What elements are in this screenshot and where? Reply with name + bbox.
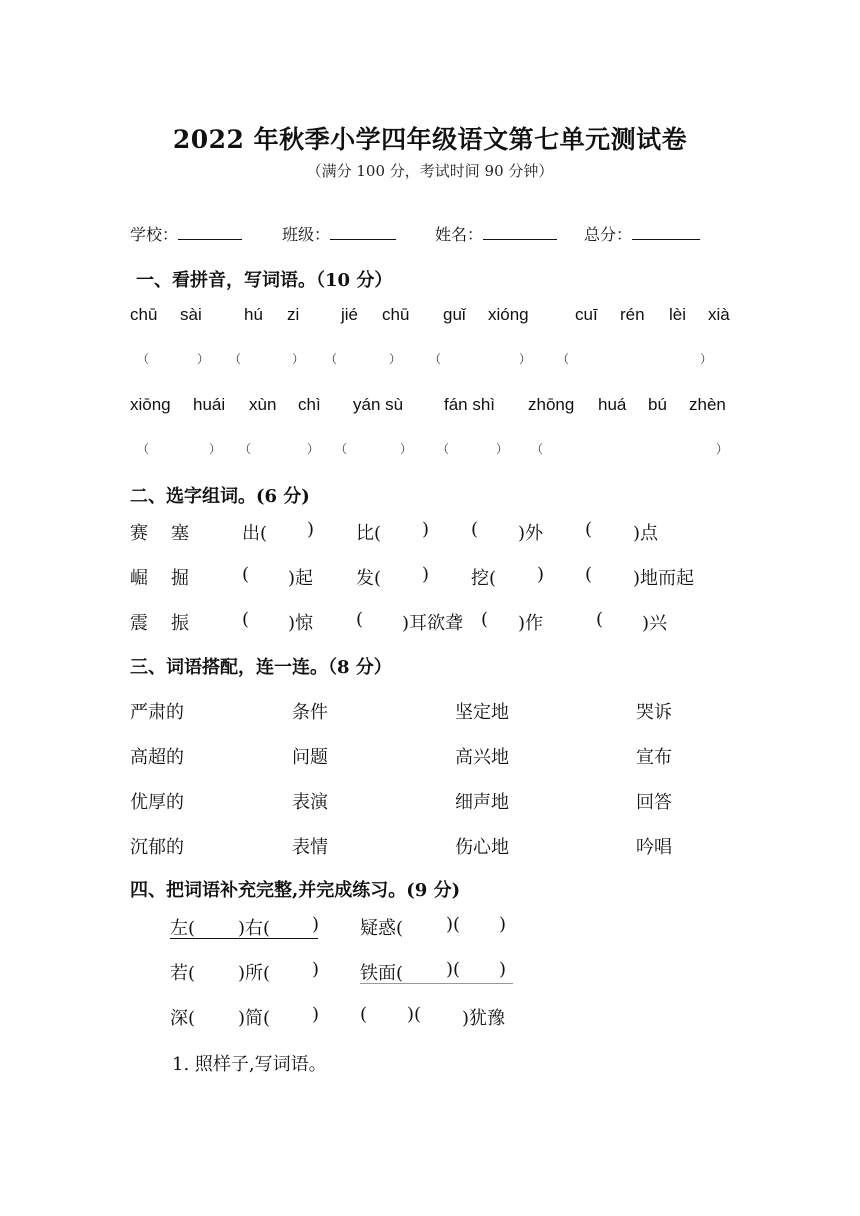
word-blank: ) bbox=[422, 564, 430, 585]
pinyin: chū bbox=[130, 305, 158, 324]
idiom-part: ) bbox=[312, 914, 320, 935]
pinyin: yán sù bbox=[353, 395, 404, 414]
school-blank[interactable] bbox=[178, 223, 242, 240]
pinyin: jié bbox=[341, 305, 359, 324]
match-item[interactable]: 问题 bbox=[292, 747, 328, 768]
section3-heading: 三、词语搭配，连一连。（8 分） bbox=[130, 657, 392, 678]
word-blank: ) bbox=[537, 564, 545, 585]
word-blank: 发( bbox=[356, 568, 382, 589]
section1-heading: 一、看拼音，写词语。（10 分） bbox=[136, 270, 393, 291]
word-blank: ( bbox=[242, 564, 250, 585]
idiom-part: 疑惑( bbox=[360, 918, 404, 939]
idiom-part: 若( bbox=[170, 963, 196, 984]
char: 崛 bbox=[130, 568, 148, 589]
word-blank: ) bbox=[307, 519, 315, 540]
pinyin: zi bbox=[287, 305, 300, 324]
word-blank: )惊 bbox=[288, 613, 314, 634]
idiom-part: 铁面( bbox=[360, 963, 404, 984]
paren-close: ） bbox=[197, 352, 210, 366]
paren-open: （ bbox=[531, 442, 544, 456]
match-item[interactable]: 伤心地 bbox=[455, 837, 509, 858]
char: 振 bbox=[171, 613, 189, 634]
match-item[interactable]: 条件 bbox=[292, 702, 328, 723]
word-blank: ) bbox=[422, 519, 430, 540]
class-blank[interactable] bbox=[330, 223, 396, 240]
pinyin: xiōng bbox=[130, 395, 171, 414]
idiom-part: ( bbox=[360, 1004, 368, 1025]
paren-close: ） bbox=[496, 442, 509, 456]
idiom-part: )( bbox=[446, 959, 461, 980]
match-item[interactable]: 表演 bbox=[292, 792, 328, 813]
pinyin: huái bbox=[193, 395, 226, 414]
paren-open: （ bbox=[335, 442, 348, 456]
word-blank: )外 bbox=[518, 523, 544, 544]
idiom-part: ) bbox=[499, 914, 507, 935]
paren-open: （ bbox=[557, 352, 570, 366]
pinyin: sài bbox=[180, 305, 202, 324]
class-field[interactable] bbox=[282, 222, 396, 245]
score-blank[interactable] bbox=[632, 223, 700, 240]
match-item[interactable]: 高兴地 bbox=[455, 747, 509, 768]
word-blank: )点 bbox=[633, 523, 659, 544]
match-item[interactable]: 回答 bbox=[636, 792, 672, 813]
idiom-part: )( bbox=[407, 1004, 422, 1025]
char: 塞 bbox=[171, 523, 189, 544]
word-blank: ( bbox=[242, 609, 250, 630]
pinyin: zhèn bbox=[689, 395, 726, 414]
paren-close: ） bbox=[400, 442, 413, 456]
word-blank: ( bbox=[585, 564, 593, 585]
score-label: 总分： bbox=[584, 225, 633, 244]
word-blank: )作 bbox=[518, 613, 544, 634]
pinyin: huá bbox=[598, 395, 627, 414]
pinyin: lèi bbox=[669, 305, 687, 324]
word-blank: ( bbox=[585, 519, 593, 540]
match-item[interactable]: 细声地 bbox=[455, 792, 509, 813]
paren-close: ） bbox=[292, 352, 305, 366]
pinyin: zhōng bbox=[528, 395, 575, 414]
class-label: 班级： bbox=[282, 225, 331, 244]
match-item[interactable]: 沉郁的 bbox=[130, 837, 184, 858]
pinyin: xióng bbox=[488, 305, 529, 324]
name-field[interactable] bbox=[435, 222, 557, 245]
paren-open: （ bbox=[137, 442, 150, 456]
word-blank: ( bbox=[471, 519, 479, 540]
idiom-part: 左( bbox=[170, 918, 196, 939]
char: 震 bbox=[130, 613, 148, 634]
school-label: 学校： bbox=[130, 225, 179, 244]
pinyin: bú bbox=[648, 395, 667, 414]
name-blank[interactable] bbox=[483, 223, 557, 240]
paren-open: （ bbox=[325, 352, 338, 366]
score-field[interactable] bbox=[584, 222, 700, 245]
task-1: 1. 照样子,写词语。 bbox=[172, 1054, 327, 1075]
page-subtitle: （满分 100 分，考试时间 90 分钟） bbox=[306, 162, 554, 180]
idiom-part: )犹豫 bbox=[462, 1008, 506, 1029]
paren-close: ） bbox=[519, 352, 532, 366]
match-item[interactable]: 宣布 bbox=[636, 747, 672, 768]
match-item[interactable]: 严肃的 bbox=[130, 702, 184, 723]
pinyin: chū bbox=[382, 305, 410, 324]
word-blank: 挖( bbox=[471, 568, 497, 589]
idiom-part: )( bbox=[446, 914, 461, 935]
word-blank: 出( bbox=[242, 523, 268, 544]
char: 赛 bbox=[130, 523, 148, 544]
school-field[interactable] bbox=[130, 222, 242, 245]
word-blank: ( bbox=[596, 609, 604, 630]
word-blank: )地而起 bbox=[633, 568, 695, 589]
match-item[interactable]: 高超的 bbox=[130, 747, 184, 768]
name-label: 姓名： bbox=[435, 225, 484, 244]
idiom-part: ) bbox=[499, 959, 507, 980]
section2-heading: 二、选字组词。(6 分) bbox=[130, 486, 310, 507]
word-blank: )兴 bbox=[642, 613, 668, 634]
word-blank: ( bbox=[356, 609, 364, 630]
match-item[interactable]: 优厚的 bbox=[130, 792, 184, 813]
section4-heading: 四、把词语补充完整,并完成练习。(9 分) bbox=[130, 880, 461, 901]
word-blank: 比( bbox=[356, 523, 382, 544]
paren-open: （ bbox=[229, 352, 242, 366]
paren-close: ） bbox=[209, 442, 222, 456]
idiom-part: 深( bbox=[170, 1008, 196, 1029]
pinyin: xùn bbox=[249, 395, 277, 414]
paren-close: ） bbox=[716, 442, 729, 456]
match-item[interactable]: 坚定地 bbox=[455, 702, 509, 723]
match-item[interactable]: 哭诉 bbox=[636, 702, 672, 723]
word-blank: ( bbox=[481, 609, 489, 630]
idiom-part: )所( bbox=[238, 963, 271, 984]
word-blank: )起 bbox=[288, 568, 314, 589]
pinyin: cuī bbox=[575, 305, 598, 324]
pinyin: xià bbox=[708, 305, 730, 324]
paren-open: （ bbox=[429, 352, 442, 366]
pinyin: fán shì bbox=[444, 395, 496, 414]
pinyin: guǐ bbox=[443, 305, 466, 324]
idiom-part: )右( bbox=[238, 918, 271, 939]
word-blank: )耳欲聋 bbox=[402, 613, 464, 634]
idiom-part: ) bbox=[312, 959, 320, 980]
pinyin: rén bbox=[620, 305, 645, 324]
pinyin: hú bbox=[244, 305, 263, 324]
paren-close: ） bbox=[389, 352, 402, 366]
paren-open: （ bbox=[437, 442, 450, 456]
match-item[interactable]: 吟唱 bbox=[636, 837, 672, 858]
idiom-part: ) bbox=[312, 1004, 320, 1025]
idiom-part: )简( bbox=[238, 1008, 271, 1029]
match-item[interactable]: 表情 bbox=[292, 837, 328, 858]
char: 掘 bbox=[171, 568, 189, 589]
paren-close: ） bbox=[307, 442, 320, 456]
page-title: 2022 年秋季小学四年级语文第七单元测试卷 bbox=[172, 125, 688, 154]
paren-close: ） bbox=[700, 352, 713, 366]
paren-open: （ bbox=[239, 442, 252, 456]
paren-open: （ bbox=[137, 352, 150, 366]
pinyin: chì bbox=[298, 395, 321, 414]
